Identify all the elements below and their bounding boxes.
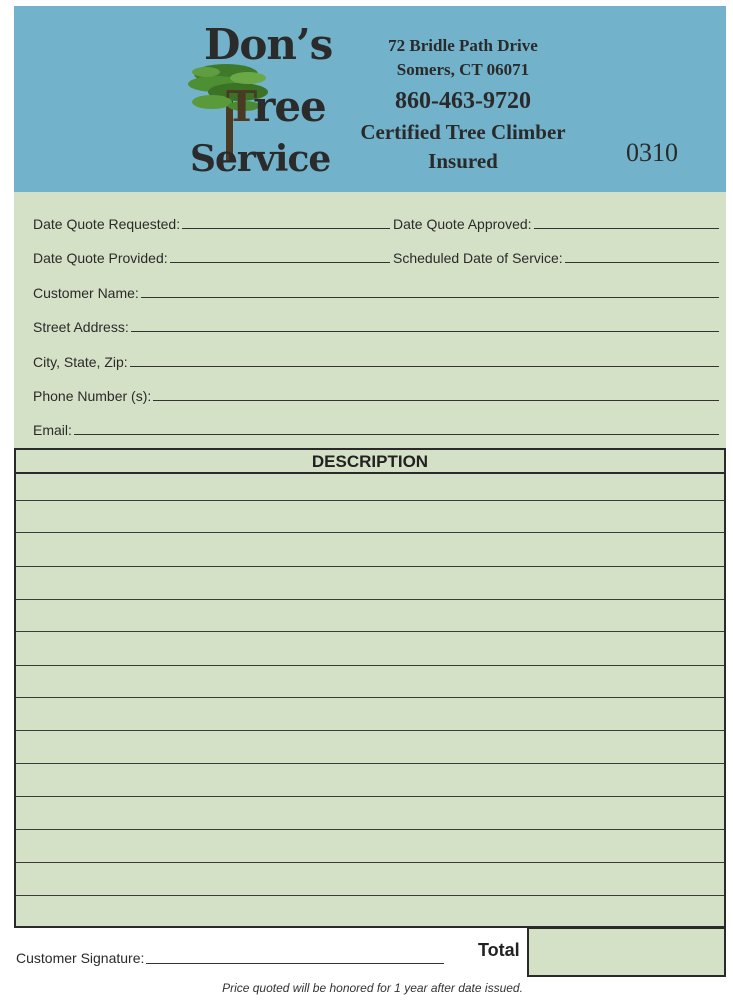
street-address-line[interactable]: [131, 331, 719, 332]
logo-tree-rest: ree: [253, 82, 326, 131]
description-line[interactable]: [16, 666, 724, 698]
scheduled-date-label: Scheduled Date of Service:: [393, 250, 563, 266]
form-number: 0310: [626, 138, 678, 167]
city-state-zip-field[interactable]: [33, 354, 719, 370]
description-line[interactable]: [16, 632, 724, 666]
company-logo: [186, 20, 336, 186]
description-line[interactable]: [16, 863, 724, 896]
description-line[interactable]: [16, 567, 724, 600]
city-state-zip-line[interactable]: [130, 366, 719, 367]
total-amount-box[interactable]: [527, 927, 726, 977]
date-quote-approved-line[interactable]: [534, 228, 719, 229]
company-info: [332, 34, 594, 176]
logo-line-service: Service: [190, 138, 331, 180]
customer-name-field[interactable]: [33, 285, 719, 301]
header-banner: [14, 6, 726, 192]
customer-signature-label: Customer Signature:: [16, 950, 145, 966]
description-line[interactable]: [16, 698, 724, 731]
customer-signature-line[interactable]: [146, 963, 444, 964]
address-line-1: 72 Bridle Path Drive: [388, 36, 538, 55]
description-line[interactable]: [16, 600, 724, 632]
description-line[interactable]: [16, 474, 724, 501]
company-phone: 860-463-9720: [395, 88, 531, 114]
date-quote-provided-label: Date Quote Provided:: [33, 250, 168, 266]
description-line[interactable]: [16, 501, 724, 533]
customer-name-line[interactable]: [141, 297, 719, 298]
description-line[interactable]: [16, 797, 724, 830]
date-quote-requested-field[interactable]: [33, 216, 390, 232]
date-quote-requested-label: Date Quote Requested:: [33, 216, 181, 232]
date-quote-approved-field[interactable]: [393, 216, 719, 232]
description-line[interactable]: [16, 896, 724, 926]
date-quote-approved-label: Date Quote Approved:: [393, 216, 532, 232]
phone-numbers-line[interactable]: [153, 400, 719, 401]
description-heading: DESCRIPTION: [16, 450, 724, 474]
price-validity-note: Price quoted will be honored for 1 year after date issued.: [222, 981, 523, 995]
date-quote-requested-line[interactable]: [182, 228, 390, 229]
logo-tree-initial: T: [226, 82, 254, 131]
date-quote-provided-field[interactable]: [33, 250, 390, 266]
total-label: Total: [478, 940, 520, 960]
city-state-zip-label: City, State, Zip:: [33, 354, 128, 370]
description-line[interactable]: [16, 533, 724, 567]
description-line[interactable]: [16, 830, 724, 863]
email-label: Email:: [33, 422, 72, 438]
description-line[interactable]: [16, 764, 724, 797]
phone-numbers-label: Phone Number (s):: [33, 388, 152, 404]
email-line[interactable]: [74, 434, 719, 435]
logo-line-tree: [226, 82, 326, 131]
customer-signature-field[interactable]: [16, 950, 444, 966]
description-box: [14, 448, 726, 928]
insured-text: Insured: [428, 149, 498, 173]
street-address-label: Street Address:: [33, 319, 129, 335]
scheduled-date-field[interactable]: [393, 250, 719, 266]
scheduled-date-line[interactable]: [565, 262, 719, 263]
address-line-2: Somers, CT 06071: [396, 60, 530, 79]
phone-numbers-field[interactable]: [33, 388, 719, 404]
customer-name-label: Customer Name:: [33, 285, 139, 301]
email-field[interactable]: [33, 422, 719, 438]
logo-line-dons: Don’s: [204, 20, 333, 69]
date-quote-provided-line[interactable]: [170, 262, 390, 263]
description-line[interactable]: [16, 731, 724, 764]
certification-text: Certified Tree Climber: [360, 120, 566, 144]
street-address-field[interactable]: [33, 319, 719, 335]
